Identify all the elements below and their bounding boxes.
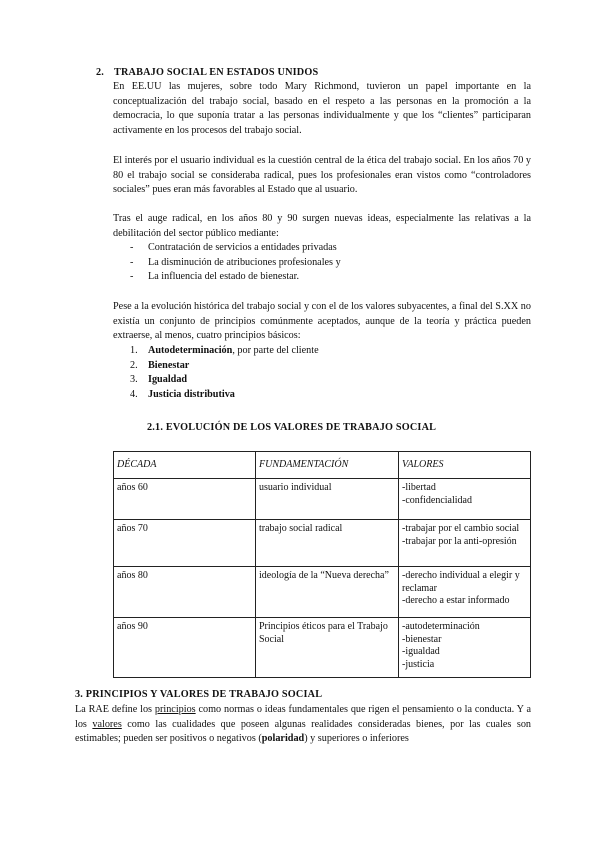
bullet-list (130, 241, 341, 285)
table-cell: años 90 (114, 618, 256, 678)
paragraph: En EE.UU las mujeres, sobre todo Mary Richmond, tuvieron un papel importante en la conceptualización del trabajo social, basado en el respeto a las personas en la promoción a la democracia, lo que suponía tratar a las personas individualmente y que los “clientes” participaran activamente en los procesos del trabajo social. (113, 81, 531, 136)
table-row (114, 567, 531, 618)
list-item: - Contratación de servicios a entidades privadas (130, 241, 341, 256)
principles-list (130, 344, 319, 402)
paragraph: La RAE define los principios como normas o ideas fundamentales que rigen el pensamiento o la conducta. Y a los valores como las cualidades que poseen algunas realidades consideradas bienes, por las cuales son estimables; pueden ser positivos o negativos (polaridad) y superiores o inferiores (75, 704, 532, 745)
section-heading: 2. TRABAJO SOCIAL EN ESTADOS UNIDOS (96, 67, 319, 78)
subsection-heading: 2.1. EVOLUCIÓN DE LOS VALORES DE TRABAJO SOCIAL (147, 422, 437, 433)
table-row (114, 520, 531, 567)
table-cell: -libertad -confidencialidad (399, 479, 531, 520)
table-row (114, 618, 531, 678)
section-heading: 3. PRINCIPIOS Y VALORES DE TRABAJO SOCIAL (75, 689, 323, 700)
list-item: 3. Igualdad (130, 374, 188, 386)
column-header: VALORES (399, 452, 531, 479)
list-item: 1. Autodeterminación, por parte del cliente (130, 345, 319, 356)
table-cell: -trabajar por el cambio social -trabajar por la anti-opresión (399, 520, 531, 567)
values-table (113, 451, 531, 678)
table-cell: Principios éticos para el Trabajo Social (256, 618, 399, 678)
column-header: FUNDAMENTACIÓN (256, 452, 399, 479)
paragraph: Pese a la evolución histórica del trabajo social y con el de los valores subyacentes, a final del S.XX no existía un conjunto de principios comúnmente aceptados, aunque de la teoría y práctica pueden extraerse, al menos, cuatro principios básicos: (113, 301, 531, 342)
list-item: 4. Justicia distributiva (130, 388, 235, 400)
table-cell: -derecho individual a elegir y reclamar -derecho a estar informado (399, 567, 531, 618)
table-cell: ideología de la “Nueva derecha” (256, 567, 399, 618)
table-cell: años 80 (114, 567, 256, 618)
table-cell: trabajo social radical (256, 520, 399, 567)
paragraph: El interés por el usuario individual es la cuestión central de la ética del trabajo social. En los años 70 y 80 el trabajo social se consideraba radical, pues los profesionales eran vistos como “controladores sociales” pues eran más favorables al Estado que al usuario. (113, 155, 531, 196)
column-header: DÉCADA (114, 452, 256, 479)
list-item: 2. Bienestar (130, 359, 190, 371)
list-item: - La disminución de atribuciones profesionales y (130, 256, 341, 271)
table-cell: años 70 (114, 520, 256, 567)
table-cell: usuario individual (256, 479, 399, 520)
table-row (114, 479, 531, 520)
table-cell: años 60 (114, 479, 256, 520)
table-header-row (114, 452, 531, 479)
list-item: - La influencia del estado de bienestar. (130, 270, 341, 285)
section-title: TRABAJO SOCIAL EN ESTADOS UNIDOS (114, 67, 319, 78)
table-cell: -autodeterminación -bienestar -igualdad -justicia (399, 618, 531, 678)
paragraph: Tras el auge radical, en los años 80 y 90 surgen nuevas ideas, especialmente las relativas a la debilitación del sector público mediante: (113, 213, 531, 239)
